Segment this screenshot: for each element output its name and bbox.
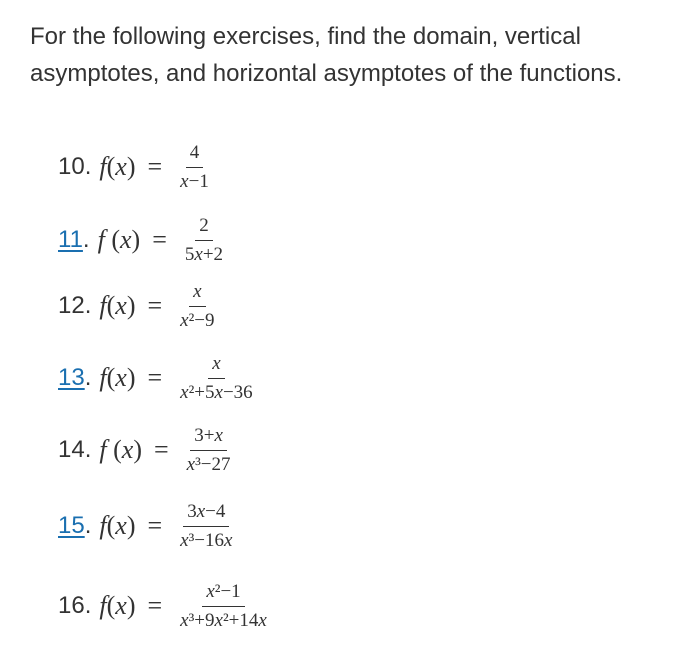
equals-sign: = [147,291,163,320]
denominator: x³−27 [186,453,231,475]
equals-sign: = [147,363,163,392]
number-period: . [82,226,90,253]
numerator: 3+x [190,425,227,451]
numerator: x²−1 [202,581,244,607]
function-name: f(x) [99,363,136,392]
exercise-10 [58,137,213,197]
number-period: . [84,512,92,539]
exercise-number: 14 [58,436,85,463]
numerator: x [208,353,224,379]
denominator: x³+9x²+14x [180,609,267,631]
function-name: f (x) [99,435,142,464]
exercise-number: 16 [58,592,85,619]
fraction [176,353,257,404]
equals-sign: = [147,511,163,540]
denominator: x³−16x [180,529,233,551]
function-name: f(x) [99,511,136,540]
exercise-11 [58,210,227,270]
equals-sign: = [154,435,169,464]
fraction [183,425,235,476]
exercise-number-link[interactable]: 15 [58,512,85,539]
denominator: x²+5x−36 [180,381,253,403]
exercise-14 [58,420,235,480]
denominator: x²−9 [180,309,215,331]
numerator: 4 [186,142,204,168]
function-name: f(x) [99,152,136,181]
number-period: . [84,364,92,391]
exercise-number: 10 [58,153,85,180]
exercise-number: 12 [58,292,85,319]
exercise-12 [58,276,219,336]
function-name: f(x) [99,291,136,320]
equals-sign: = [147,152,163,181]
numerator: 2 [195,215,213,241]
exercise-15 [58,496,236,556]
exercise-16 [58,576,271,636]
fraction [176,281,218,332]
number-period: . [84,436,92,463]
numerator: 3x−4 [183,501,229,527]
fraction [176,501,236,552]
number-period: . [84,292,92,319]
exercise-number-link[interactable]: 11 [58,226,83,253]
numerator: x [189,281,205,307]
exercise-number-link[interactable]: 13 [58,364,85,391]
function-name: f (x) [97,225,141,254]
number-period: . [84,153,92,180]
function-name: f(x) [99,591,136,620]
fraction [181,215,227,266]
exercise-13 [58,348,257,408]
number-period: . [84,592,92,619]
equals-sign: = [147,591,163,620]
instructions-paragraph: For the following exercises, find the domain, vertical asymptotes, and horizontal asymptotes of the functions. [30,23,623,87]
equals-sign: = [152,225,167,254]
fraction [176,581,271,632]
denominator: 5x+2 [184,243,224,265]
denominator: x−1 [180,170,209,192]
fraction [176,142,213,193]
